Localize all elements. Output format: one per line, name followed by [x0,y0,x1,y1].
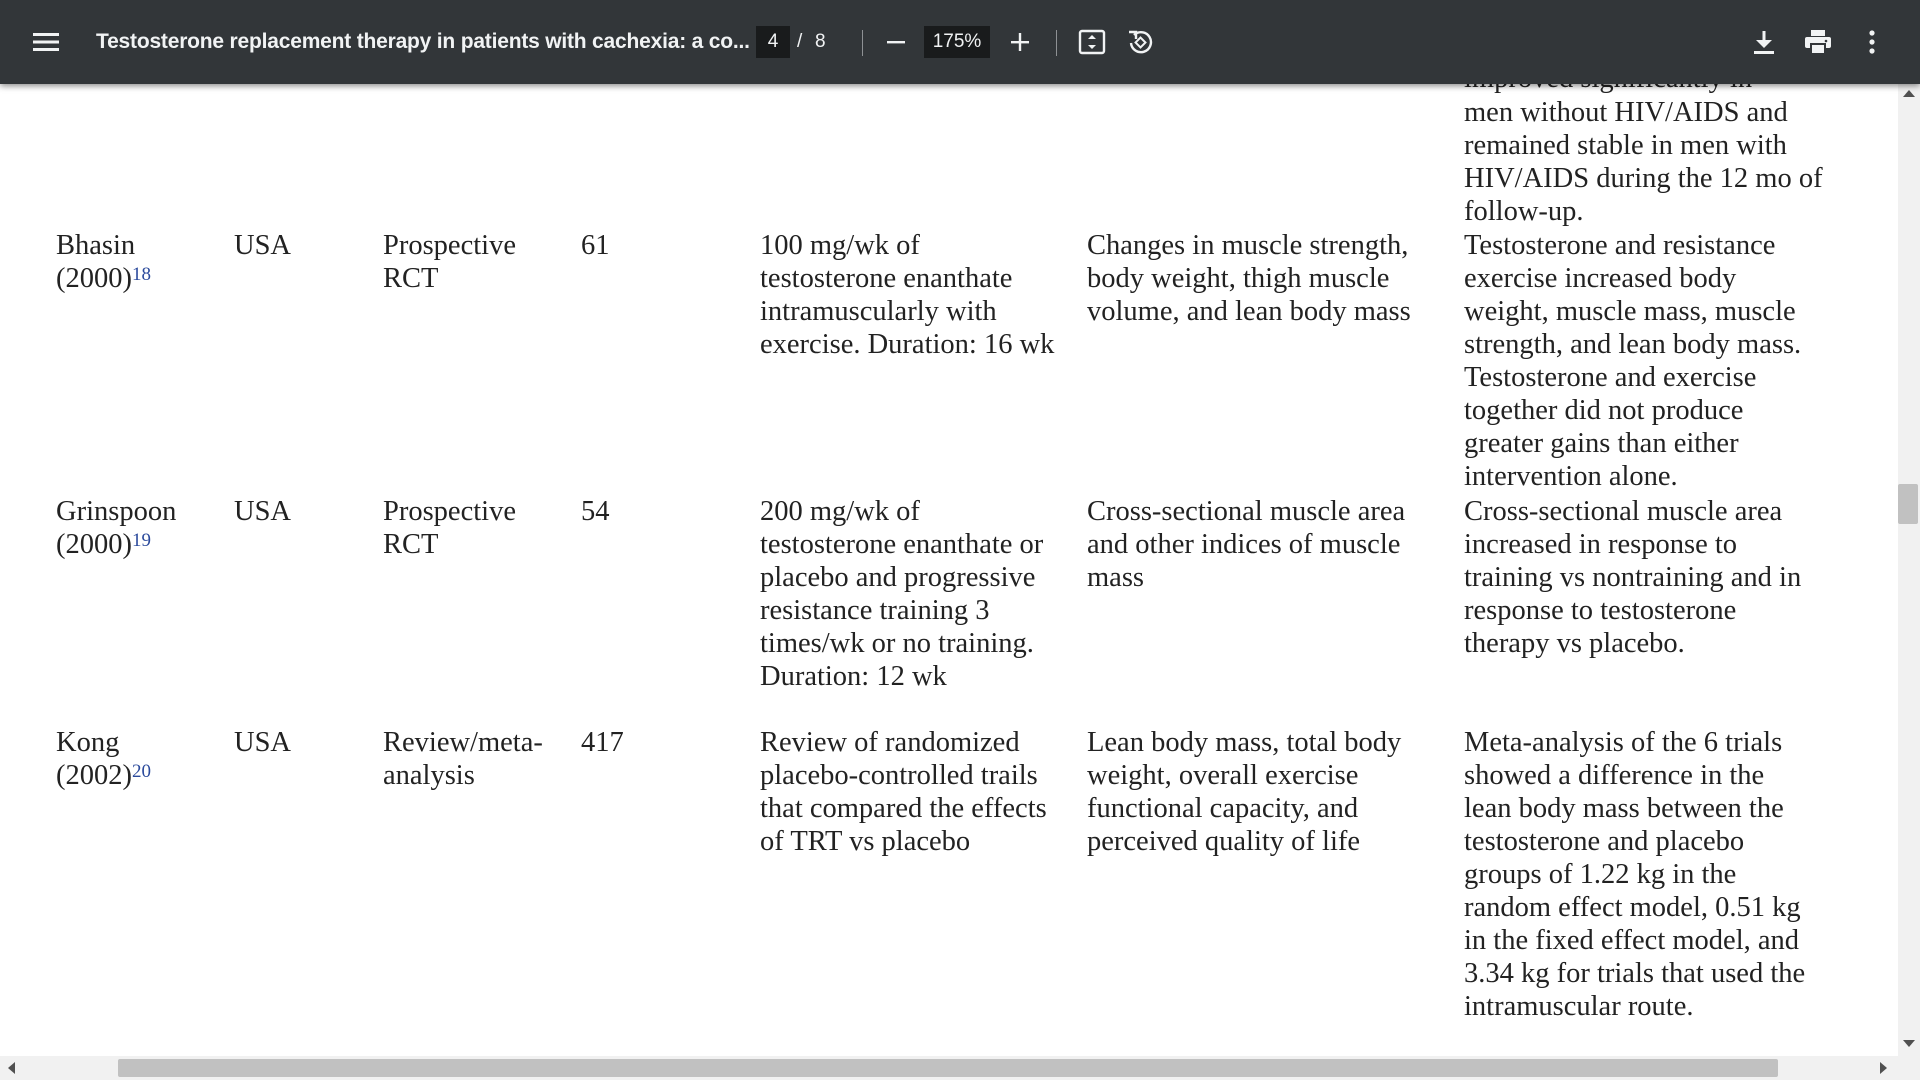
document-viewport[interactable] [0,84,1898,1056]
table-cell-author [56,495,226,561]
table-cell-country: USA [234,230,292,261]
scroll-down-arrow-icon[interactable] [1903,1040,1915,1047]
print-button[interactable] [1798,22,1838,62]
pdf-toolbar [0,0,1920,84]
download-button[interactable] [1744,22,1784,62]
fit-to-page-button[interactable] [1072,22,1112,62]
table-cell-country: USA [234,727,292,758]
table-cell-design: Prospective RCT [383,496,516,560]
reference-link[interactable]: 18 [131,264,151,285]
table-cell-n: 417 [581,727,624,758]
pdf-page [0,84,1898,1056]
toolbar-divider [1056,30,1057,56]
table-cell-intervention: Review of randomized placebo-controlled trails that compared the effects of TRT vs placebo [760,727,1047,857]
table-cell-intervention: 100 mg/wk of testosterone enanthate intramuscularly with exercise. Duration: 16 wk [760,230,1055,360]
vertical-scrollbar[interactable] [1898,84,1920,1056]
table-cell-design: Prospective RCT [383,230,516,294]
table-cell-n: 54 [581,496,610,527]
author-name: Grinspoon (2000) [56,496,177,560]
table-cell-findings: Meta-analysis of the 6 trials showed a difference in the lean body mass between the testosterone and placebo groups of 1.22 kg in the random effect model, 0.51 kg in the fixed effect model, and 3.34 kg for trials that used the intramuscular route. [1464,727,1806,1022]
table-cell-outcomes: Lean body mass, total body weight, overall exercise functional capacity, and perceived quality of life [1087,727,1402,857]
table-cell-findings: Cross-sectional muscle area increased in response to training vs nontraining and in response to testosterone therapy vs placebo. [1464,496,1802,659]
horizontal-scrollbar-thumb[interactable] [118,1059,1778,1077]
reference-link[interactable]: 20 [131,761,151,782]
author-name: Kong (2002) [56,727,132,791]
reference-link[interactable]: 19 [131,530,151,551]
print-icon [1805,30,1831,54]
page-number-input[interactable] [756,26,790,58]
author-name: Bhasin (2000) [56,230,136,294]
more-vert-icon [1868,30,1876,54]
table-cell-author [56,229,216,295]
table-cell-intervention: 200 mg/wk of testosterone enanthate or placebo and progressive resistance training 3 times/wk or no training. Duration: 12 wk [760,496,1044,692]
table-cell-country: USA [234,496,292,527]
download-icon [1753,30,1775,54]
table-cell-findings: men without HIV/AIDS and remained stable in men with HIV/AIDS during the 12 mo of follow-up. [1464,97,1823,227]
scroll-up-arrow-icon[interactable] [1903,90,1915,97]
zoom-out-button[interactable] [876,22,916,62]
scroll-left-arrow-icon[interactable] [8,1062,15,1074]
zoom-in-icon [1010,32,1030,52]
zoom-in-button[interactable] [1000,22,1040,62]
rotate-icon [1126,28,1154,56]
table-cell-design: Review/meta-analysis [383,727,543,791]
page-total: 8 [815,31,826,52]
scroll-right-arrow-icon[interactable] [1880,1062,1887,1074]
rotate-button[interactable] [1120,22,1160,62]
table-cell-findings: Testosterone and resistance exercise increased body weight, muscle mass, muscle strength, and lean body mass. Testosterone and exercise together did not produce greater gains than either intervention alone. [1464,230,1802,492]
zoom-level-input[interactable] [924,26,990,58]
menu-icon [33,32,59,52]
table-cell-n: 61 [581,230,610,261]
table-cell-author [56,726,216,792]
vertical-scrollbar-thumb[interactable] [1898,484,1918,524]
more-options-button[interactable] [1852,22,1892,62]
table-cell-outcomes: Cross-sectional muscle area and other indices of muscle mass [1087,496,1406,593]
document-title: Testosterone replacement therapy in patients with cachexia: a co... [96,30,750,53]
zoom-out-icon [886,32,906,52]
fit-page-icon [1078,29,1106,55]
menu-button[interactable] [26,22,66,62]
page-separator: / [797,31,803,52]
table-cell-outcomes: Changes in muscle strength, body weight, thigh muscle volume, and lean body mass [1087,230,1411,327]
toolbar-divider [862,30,863,56]
